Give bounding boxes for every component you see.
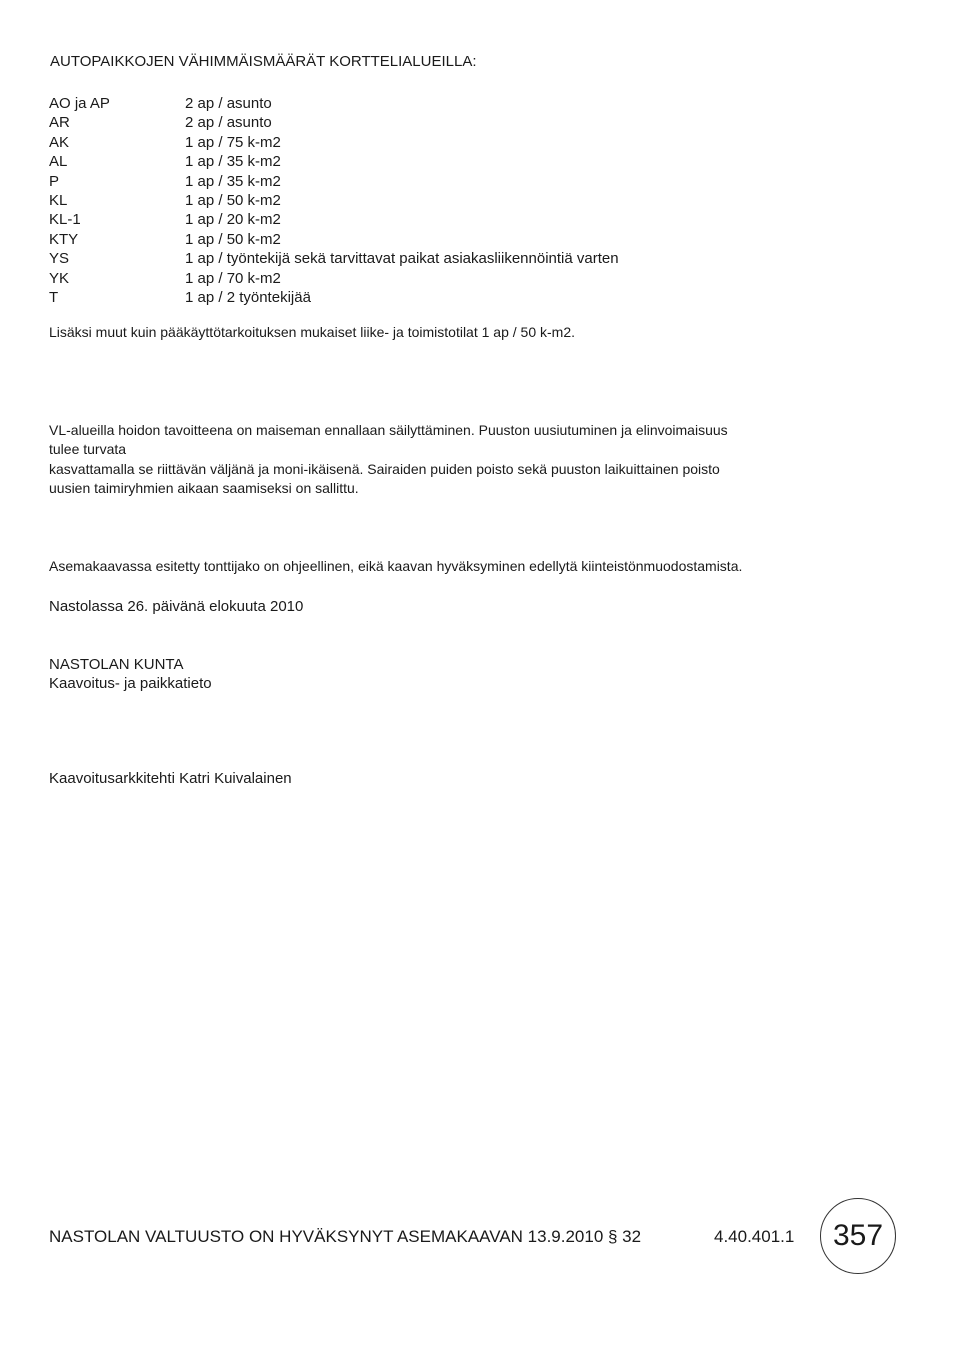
zone-code: AR <box>49 114 70 132</box>
zone-code: YS <box>49 250 70 268</box>
page-number-circle <box>820 1198 896 1274</box>
parking-ratio: 1 ap / 70 k-m2 <box>185 269 281 287</box>
organization-name: NASTOLAN KUNTA <box>49 656 184 673</box>
parking-ratio: 1 ap / 20 k-m2 <box>185 211 281 229</box>
page-number: 357 <box>832 1219 884 1252</box>
additional-parking-note: Lisäksi muut kuin pääkäyttötarkoituksen mukaiset liike- ja toimistotilat 1 ap / 50 k-m2. <box>49 324 576 340</box>
signatory: Kaavoitusarkkitehti Katri Kuivalainen <box>49 770 292 787</box>
paragraph-line: uusien taimiryhmien aikaan saamiseksi on sallittu. <box>49 480 359 497</box>
page-heading: AUTOPAIKKOJEN VÄHIMMÄISMÄÄRÄT KORTTELIALUEILLA: <box>50 53 477 70</box>
zone-code: AL <box>49 153 68 171</box>
parking-ratio: 1 ap / 2 työntekijää <box>185 288 311 306</box>
organization-block <box>49 655 212 694</box>
parking-ratio: 1 ap / 50 k-m2 <box>185 230 281 248</box>
approval-statement: NASTOLAN VALTUUSTO ON HYVÄKSYNYT ASEMAKAAVAN 13.9.2010 § 32 <box>49 1227 642 1246</box>
vl-paragraph <box>49 421 728 499</box>
parking-ratio: 1 ap / 35 k-m2 <box>185 153 281 171</box>
parking-ratio: 1 ap / 35 k-m2 <box>185 172 281 190</box>
plot-division-note: Asemakaavassa esitetty tonttijako on ohjeellinen, eikä kaavan hyväksyminen edellytä kiinteistönmuodostamista. <box>49 558 743 574</box>
zone-code: KL-1 <box>49 211 81 229</box>
parking-ratio: 2 ap / asunto <box>185 95 272 112</box>
date-line: Nastolassa 26. päivänä elokuuta 2010 <box>49 598 304 615</box>
zone-code: KL <box>49 191 68 209</box>
parking-ratio: 1 ap / työntekijä sekä tarvittavat paikat asiakasliikennöintiä varten <box>185 250 619 268</box>
parking-ratio: 1 ap / 50 k-m2 <box>185 191 281 209</box>
zone-code: T <box>49 288 59 306</box>
zone-code: KTY <box>49 230 79 248</box>
plan-code: 4.40.401.1 <box>714 1227 795 1246</box>
zone-code: AK <box>49 133 70 151</box>
organization-department: Kaavoitus- ja paikkatieto <box>49 675 212 693</box>
zone-code: AO ja AP <box>49 95 110 112</box>
parking-ratio: 1 ap / 75 k-m2 <box>185 133 281 151</box>
paragraph-line: tulee turvata <box>49 441 127 458</box>
paragraph-line: VL-alueilla hoidon tavoitteena on maiseman ennallaan säilyttäminen. Puuston uusiutuminen ja elinvoimaisuus <box>49 422 728 438</box>
paragraph-line: kasvattamalla se riittävän väljänä ja moni-ikäisenä. Sairaiden puiden poisto sekä puuston laikuittainen poisto <box>49 460 720 477</box>
parking-ratio: 2 ap / asunto <box>185 114 272 132</box>
zone-code: YK <box>49 269 70 287</box>
zone-code: P <box>49 172 60 190</box>
